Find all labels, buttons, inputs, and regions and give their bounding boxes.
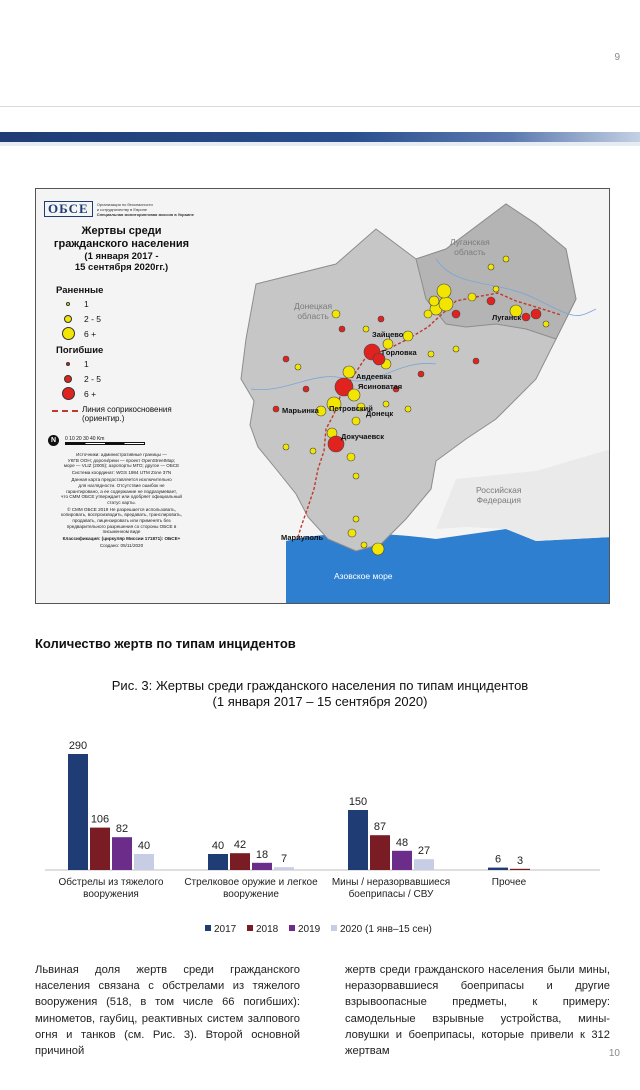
- place-mariupol: Мариуполь: [281, 533, 324, 542]
- place-dokuchaevsk: Докучаевск: [341, 432, 384, 441]
- region-label-russia: Российская Федерация: [476, 485, 522, 505]
- place-avdeevka: Авдеевка: [356, 372, 392, 381]
- legend-wounded-6-plus: 6 +: [58, 326, 199, 341]
- section-heading: Количество жертв по типам инцидентов: [35, 636, 296, 651]
- bar-label-3-2017: 150: [348, 796, 368, 808]
- bar-label-2-2020: 7: [280, 853, 288, 866]
- bar-label-3-2020: 27: [417, 845, 431, 858]
- bar-label-1-2017: 290: [68, 740, 88, 752]
- category-label-3-line-1: Мины / неразорвавшиеся: [331, 877, 451, 888]
- bar-2-2017: [208, 854, 228, 870]
- bar-3-2018: [370, 835, 390, 870]
- bar-2-2018: [230, 853, 250, 870]
- legend-wounded-1: 1: [58, 296, 199, 311]
- map-notes: Источники: административные границы — УКГВ ООН; дороги/реки — проект OpenStreetMap; море — VLIZ (2005); аэропорты МГО; другое — ОБСЕ Система координат: WGS 1984 UTM Zone 37N Данная карта предоставляется исключительно для наглядности. Отсутствие ошибок не гарантировано, а ее содержание не подразумевает, что СММ ОБСЕ утверждает или одобряет официальный статус карты. © СММ ОБСЕ 2019 Не разрешается использовать, копировать, воспроизводить, вредавать, транслировать, продавать, лицензировать или применять без предварительного разрешения со стороны ОБСЕ в письменном виде Классификация: (циркуляр Миссии 171871): ОБСЕ+ Создано: 05/11/2020: [44, 452, 199, 549]
- place-zaitsevo: Зайцево: [372, 330, 404, 339]
- legend-killed-6-plus: 6 +: [58, 386, 199, 401]
- legend-killed-title: Погибшие: [56, 345, 104, 356]
- place-lugansk: Луганск: [492, 313, 522, 322]
- map-date-line-2: 15 сентября 2020гг.): [74, 262, 169, 273]
- bar-label-3-2019: 48: [395, 836, 409, 849]
- bar-3-2017: [348, 810, 368, 870]
- bar-1-2018: [90, 828, 110, 870]
- bar-label-4-2018: 3: [516, 854, 524, 867]
- region-label-lugansk: Луганская область: [450, 237, 490, 257]
- legend-killed-1: 1: [58, 356, 199, 371]
- header-band: [0, 132, 640, 146]
- north-arrow-icon: N: [48, 435, 59, 446]
- category-label-3-line-2: боеприпасы / СВУ: [348, 889, 434, 900]
- bar-label-2-2018: 42: [233, 839, 247, 852]
- chart-title: Рис. 3: Жертвы среди гражданского населения по типам инцидентов (1 января 2017 – 15 сентября 2020): [111, 678, 529, 709]
- sea-label: Азовское море: [334, 571, 393, 581]
- map-date-line-1: (1 января 2017 -: [84, 251, 159, 262]
- bar-4-2018: [510, 869, 530, 870]
- legend-label-2019: 2019: [298, 924, 321, 935]
- legend-swatch-2018: [247, 925, 253, 931]
- bar-2-2020: [274, 867, 294, 870]
- body-text-left: Львиная доля жертв среди гражданского населения связана с обстрелами из тяжелого вооружения (518, в том числе 66 погибших): минометов, гаубиц, реактивных систем залпового огня и танков (см. Рис. 3). Второй основной причиной: [35, 964, 300, 1058]
- bar-label-2-2017: 40: [211, 840, 225, 852]
- map-legend: [44, 201, 199, 551]
- legend-swatch-2019: [289, 925, 295, 931]
- legend-wounded-title: Раненные: [56, 285, 104, 296]
- bar-3-2019: [392, 851, 412, 870]
- bar-label-2-2019: 18: [255, 848, 269, 861]
- bar-label-4-2017: 6: [494, 853, 502, 866]
- category-label-1-line-2: вооружения: [83, 889, 139, 900]
- category-label-4-line-1: Прочее: [491, 877, 527, 888]
- category-label-2-line-1: Стрелковое оружие и легкое: [184, 877, 318, 888]
- map-classification: Классификация: (циркуляр Миссии 171871): ОБСЕ+: [62, 536, 181, 542]
- page-number-bottom: 10: [608, 1048, 620, 1059]
- legend-swatch-2020: [331, 925, 337, 931]
- map-title: Жертвы среди гражданского населения: [53, 225, 190, 250]
- bar-4-2017: [488, 868, 508, 870]
- legend-contact-line: Линия соприкосновения (ориентир.): [52, 405, 199, 423]
- bar-label-1-2020: 40: [137, 840, 151, 852]
- bar-label-1-2019: 82: [115, 823, 129, 836]
- incident-type-bar-chart: [0, 720, 640, 950]
- bar-1-2019: [112, 837, 132, 870]
- place-marinka: Марьинка: [282, 406, 319, 415]
- osce-logo: ОБСЕ Организация по безопасности и сотрудничеству в Европе Специальная мониторинговая миссия в Украине: [44, 201, 199, 217]
- page-number-top: 9: [614, 52, 620, 63]
- legend-killed-2-5: 2 - 5: [58, 371, 199, 386]
- bar-2-2019: [252, 863, 272, 870]
- legend-label-2018: 2018: [256, 924, 279, 935]
- bar-label-1-2018: 106: [90, 813, 110, 826]
- body-text-right: жертв среди гражданского населения были мины, неразорвавшиеся боеприпасы и другие взрывоопасные предметы, к примеру: самодельные взрывные устройства, мины-ловушки и боеприпасы, которые привели к 312 жертвам: [345, 964, 610, 1058]
- header-divider: [0, 106, 640, 107]
- bar-1-2017: [68, 754, 88, 870]
- bar-label-3-2018: 87: [373, 821, 387, 834]
- place-gorlovka: Горловка: [382, 348, 417, 357]
- legend-swatch-2017: [205, 925, 211, 931]
- map-scale: N 0 10 20 30 40 Km: [48, 435, 199, 446]
- place-yasinovataya: Ясиноватая: [358, 382, 403, 391]
- place-donetsk: Донецк: [366, 409, 394, 418]
- casualties-map: [35, 188, 610, 604]
- place-petrovsky: Петровский: [329, 404, 373, 413]
- bar-3-2020: [414, 859, 434, 870]
- category-label-2-line-2: вооружение: [223, 889, 279, 900]
- region-label-donetsk: Донецкая область: [294, 301, 333, 321]
- map-created: Создано: 05/11/2020: [99, 543, 144, 549]
- bar-1-2020: [134, 854, 154, 870]
- legend-wounded-2-5: 2 - 5: [58, 311, 199, 326]
- legend-label-2017: 2017: [214, 924, 237, 935]
- legend-label-2020: 2020 (1 янв–15 сен): [340, 924, 432, 935]
- category-label-1-line-1: Обстрелы из тяжелого: [58, 877, 164, 888]
